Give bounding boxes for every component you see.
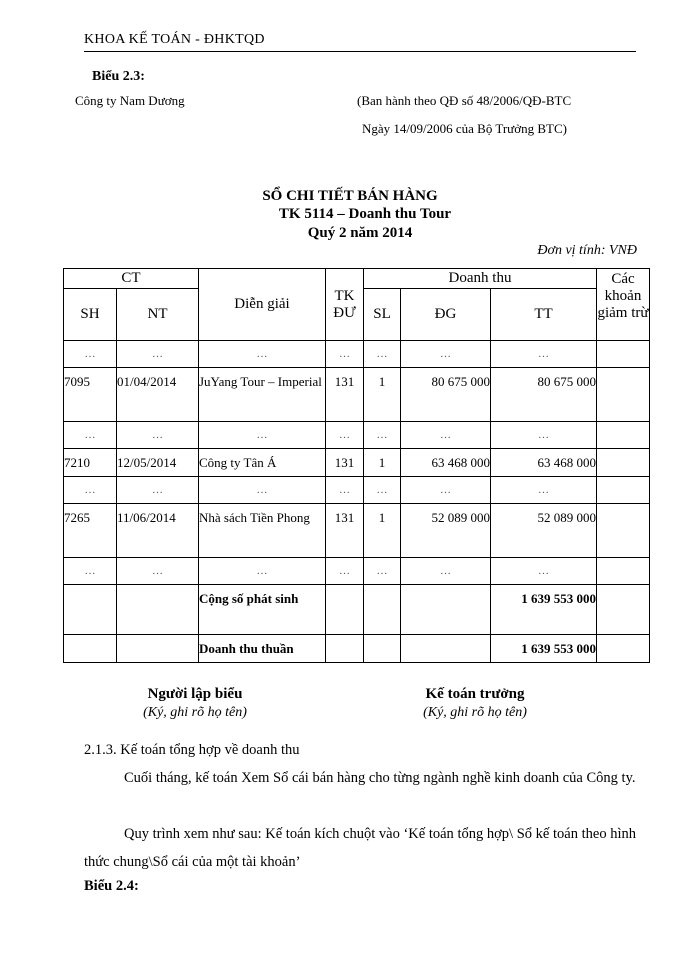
table-row-dots — [64, 422, 650, 449]
company-name: Công ty Nam Dương — [75, 93, 185, 108]
net-label: Doanh thu thuần — [199, 635, 326, 663]
cell-dg: 63 468 000 — [401, 449, 491, 477]
header-dien-giai: Diễn giải — [199, 269, 326, 341]
empty-cell — [597, 558, 650, 585]
cell-dg: 80 675 000 — [401, 368, 491, 422]
dots-cell: … — [326, 558, 364, 585]
dots-cell: … — [117, 341, 199, 368]
paragraph-2: Quy trình xem như sau: Kế toán kích chuột vào ‘Kế toán tổng hợp\ Sổ kế toán theo hình thức chung\Sổ cái của một tài khoản’ — [84, 826, 636, 870]
empty-cell — [401, 635, 491, 663]
dots-cell: … — [401, 477, 491, 504]
empty-cell — [597, 368, 650, 422]
dots-cell: … — [401, 341, 491, 368]
header-tt: TT — [491, 289, 597, 341]
cell-dien-giai: Nhà sách Tiền Phong — [199, 504, 326, 558]
cell-tt: 52 089 000 — [491, 504, 597, 558]
header-giam-tru: Các khoản giảm trừ — [597, 269, 650, 341]
empty-cell — [326, 585, 364, 635]
dots-cell: … — [491, 422, 597, 449]
cell-sh: 7265 — [64, 504, 117, 558]
empty-cell — [64, 585, 117, 635]
cell-dg: 52 089 000 — [401, 504, 491, 558]
bieu-2-3-label: Biểu 2.3: — [92, 69, 145, 84]
table-row — [64, 368, 650, 422]
cell-tt: 63 468 000 — [491, 449, 597, 477]
table-row-dots — [64, 558, 650, 585]
title-line-1: SỔ CHI TIẾT BÁN HÀNG — [262, 188, 438, 204]
accountant-sub: (Ký, ghi rõ họ tên) — [423, 705, 527, 720]
header-org: KHOA KẾ TOÁN - ĐHKTQD — [84, 32, 265, 47]
empty-cell — [117, 635, 199, 663]
dots-cell: … — [64, 341, 117, 368]
decree-line-2: Ngày 14/09/2006 của Bộ Trưởng BTC) — [362, 121, 567, 136]
dots-cell: … — [64, 477, 117, 504]
cell-sh: 7095 — [64, 368, 117, 422]
empty-cell — [326, 635, 364, 663]
dots-cell: … — [326, 341, 364, 368]
title-line-3: Quý 2 năm 2014 — [307, 225, 413, 241]
dots-cell: … — [117, 422, 199, 449]
empty-cell — [401, 585, 491, 635]
decree-line-1: (Ban hành theo QĐ số 48/2006/QĐ-BTC — [357, 93, 572, 108]
dots-cell: … — [326, 477, 364, 504]
cell-dien-giai: Công ty Tân Á — [199, 449, 326, 477]
cell-tk: 131 — [326, 504, 364, 558]
total-value: 1 639 553 000 — [491, 585, 597, 635]
dots-cell: … — [117, 558, 199, 585]
header-rule — [84, 51, 636, 52]
dots-cell: … — [364, 422, 401, 449]
net-value: 1 639 553 000 — [491, 635, 597, 663]
accountant-title: Kế toán trưởng — [425, 686, 525, 702]
dots-cell: … — [401, 558, 491, 585]
empty-cell — [597, 504, 650, 558]
bieu-2-4-label: Biểu 2.4: — [84, 878, 139, 894]
cell-dien-giai: JuYang Tour – Imperial — [199, 368, 326, 422]
dots-cell: … — [364, 341, 401, 368]
header-sl: SL — [364, 289, 401, 341]
dots-cell: … — [491, 558, 597, 585]
dots-cell: … — [326, 422, 364, 449]
dots-cell: … — [199, 558, 326, 585]
dots-cell: … — [401, 422, 491, 449]
header-ct: CT — [64, 269, 199, 289]
cell-tk: 131 — [326, 368, 364, 422]
header-tk-du: TK ĐƯ — [326, 269, 364, 341]
header-nt: NT — [117, 289, 199, 341]
empty-cell — [64, 635, 117, 663]
dots-cell: … — [117, 477, 199, 504]
cell-tt: 80 675 000 — [491, 368, 597, 422]
cell-nt: 12/05/2014 — [117, 449, 199, 477]
dots-cell: … — [199, 341, 326, 368]
header-doanh-thu: Doanh thu — [364, 269, 597, 289]
empty-cell — [597, 422, 650, 449]
dots-cell: … — [364, 477, 401, 504]
paragraph-1: Cuối tháng, kế toán Xem Sổ cái bán hàng cho từng ngành nghề kinh doanh của Công ty. — [124, 770, 636, 786]
empty-cell — [364, 585, 401, 635]
empty-cell — [364, 635, 401, 663]
dots-cell: … — [199, 422, 326, 449]
dots-cell: … — [364, 558, 401, 585]
preparer-sub: (Ký, ghi rõ họ tên) — [143, 705, 247, 720]
title-line-2: TK 5114 – Doanh thu Tour — [278, 206, 452, 222]
empty-cell — [117, 585, 199, 635]
empty-cell — [597, 585, 650, 635]
cell-sh: 7210 — [64, 449, 117, 477]
dots-cell: … — [64, 422, 117, 449]
cell-sl: 1 — [364, 449, 401, 477]
header-dg: ĐG — [401, 289, 491, 341]
header-sh: SH — [64, 289, 117, 341]
total-label: Cộng số phát sinh — [199, 585, 326, 635]
dots-cell: … — [199, 477, 326, 504]
sales-ledger-table — [63, 268, 650, 663]
table-row-dots — [64, 477, 650, 504]
empty-cell — [597, 449, 650, 477]
table-row — [64, 504, 650, 558]
empty-cell — [597, 635, 650, 663]
net-revenue-row — [64, 635, 650, 663]
preparer-title: Người lập biểu — [147, 686, 243, 702]
cell-sl: 1 — [364, 504, 401, 558]
cell-tk: 131 — [326, 449, 364, 477]
total-row — [64, 585, 650, 635]
dots-cell: … — [491, 341, 597, 368]
section-heading: 2.1.3. Kế toán tổng hợp về doanh thu — [84, 742, 300, 758]
empty-cell — [597, 341, 650, 368]
dots-cell: … — [64, 558, 117, 585]
table-row-dots — [64, 341, 650, 368]
cell-sl: 1 — [364, 368, 401, 422]
cell-nt: 11/06/2014 — [117, 504, 199, 558]
empty-cell — [597, 477, 650, 504]
cell-nt: 01/04/2014 — [117, 368, 199, 422]
table-row — [64, 449, 650, 477]
unit-label: Đơn vị tính: VNĐ — [537, 243, 637, 258]
dots-cell: … — [491, 477, 597, 504]
